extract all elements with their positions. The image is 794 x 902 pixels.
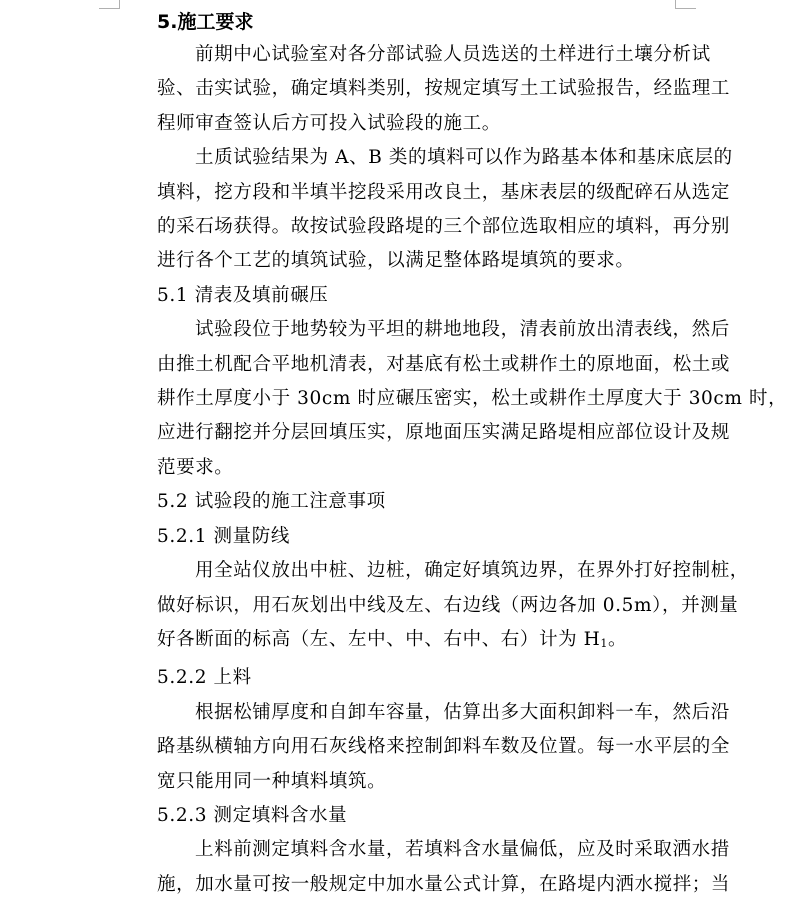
text-line: 进行各个工艺的填筑试验，以满足整体路堤填筑的要求。 [157,250,635,272]
subheading-5-2: 5.2 试验段的施工注意事项 [157,491,386,513]
paragraph-4 [119,554,749,661]
text-line: 路基纵横轴方向用石灰线格来控制卸料车数及位置。每一水平层的全 [157,736,731,758]
subheading-5-1: 5.1 清表及填前碾压 [157,284,329,306]
subheading-5-2-2: 5.2.2 上料 [157,667,252,689]
text-line-main: 好各断面的标高（左、左中、中、右中、右）计为 H [157,628,601,650]
text-line: 宽只能用同一种填料填筑。 [157,770,387,792]
text-line: 耕作土厚度小于 30cm 时应碾压密实，松土或耕作土厚度大于 30cm 时， [157,388,788,410]
text-line: 根据松铺厚度和自卸车容量，估算出多大面积卸料一车，然后沿 [195,701,730,723]
text-line: 用全站仪放出中桩、边桩，确定好填筑边界，在界外打好控制桩， [195,560,749,582]
text-line: 程师审查签认后方可投入试验段的施工。 [157,112,501,134]
page-corner-mark-left [99,0,120,9]
document-page [119,4,788,902]
paragraph-5 [119,696,731,799]
text-line: 的采石场获得。故按试验段路堤的三个部位选取相应的填料，再分别 [157,216,731,238]
text-line: 验、击实试验，确定填料类别，按规定填写土工试验报告，经监理工 [157,78,731,100]
paragraph-3 [119,313,788,485]
subscript: 1 [600,636,609,650]
text-line: 前期中心试验室对各分部试验人员选送的土样进行土壤分析试 [195,44,711,65]
text-line-end: 。 [608,628,628,650]
text-line: 应进行翻挖并分层回填压实，原地面压实满足路堤相应部位设计及规 [157,422,731,444]
text-line: 试验段位于地势较为平坦的耕地地段，清表前放出清表线，然后 [195,319,730,341]
text-line: 施，加水量可按一般规定中加水量公式计算，在路堤内洒水搅拌；当 [157,873,731,895]
text-line: 范要求。 [157,456,234,478]
text-line: 做好标识，用石灰划出中线及左、右边线（两边各加 0.5m），并测量 [157,594,739,616]
text-line: 上料前测定填料含水量，若填料含水量偏低，应及时采取洒水措 [195,839,730,861]
subheading-5-2-1: 5.2.1 测量防线 [157,525,290,547]
paragraph-1 [119,38,731,141]
text-line: 填料，挖方段和半填半挖段采用改良土，基床表层的级配碎石从选定 [157,181,731,203]
paragraph-2 [119,141,733,279]
subheading-5-2-3: 5.2.3 测定填料含水量 [157,804,348,826]
text-line [119,623,679,661]
text-line: 土质试验结果为 A、B 类的填料可以作为路基本体和基床底层的 [195,147,733,169]
section-heading: 5.施工要求 [157,11,254,33]
text-line: 由推土机配合平地机清表，对基底有松土或耕作土的原地面，松土或 [157,353,731,375]
paragraph-6 [119,833,731,902]
